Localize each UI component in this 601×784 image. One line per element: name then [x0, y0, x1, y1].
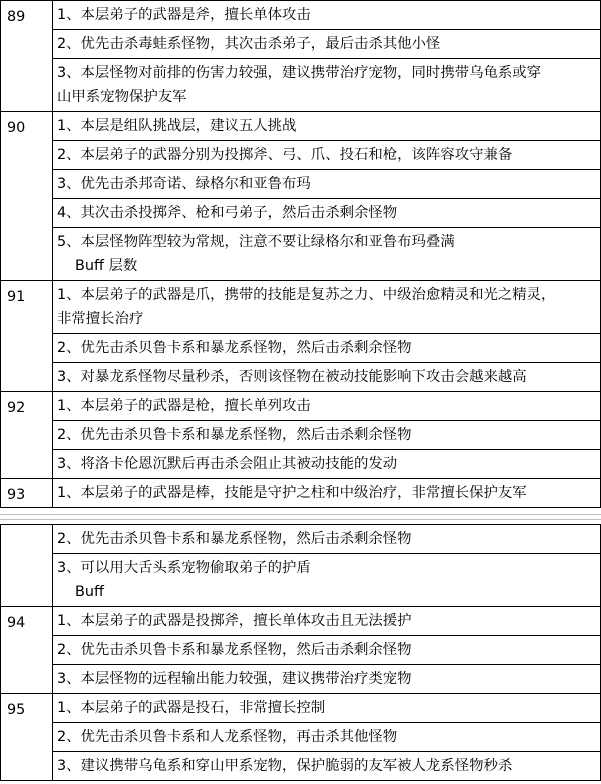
table-row — [1, 694, 601, 723]
table-row — [1, 199, 601, 228]
tip-cell — [53, 363, 601, 392]
table-row — [1, 607, 601, 636]
level-number: 90 — [1, 112, 53, 281]
tip-cell — [53, 665, 601, 694]
tip-cell — [53, 607, 601, 636]
table-row — [1, 636, 601, 665]
tip-line: 1、本层弟子的武器是投石，非常擅长控制 — [57, 700, 326, 716]
tip-cell — [53, 281, 601, 334]
tip-line: 2、优先击杀贝鲁卡系和暴龙系怪物，然后击杀剩余怪物 — [57, 642, 412, 658]
tip-line: 3、建议携带乌龟系和穿山甲系宠物，保护脆弱的友军被人龙系怪物秒杀 — [57, 758, 513, 774]
tip-cell — [53, 59, 601, 112]
tip-cell — [53, 450, 601, 479]
table-row — [1, 421, 601, 450]
tip-cell — [53, 392, 601, 421]
tip-line: 5、本层怪物阵型较为常规，注意不要让绿格尔和亚鲁布玛叠满 — [57, 234, 455, 250]
table-row — [1, 228, 601, 281]
tip-cell — [53, 525, 601, 554]
tip-line: 2、优先击杀贝鲁卡系和暴龙系怪物，然后击杀剩余怪物 — [57, 340, 412, 356]
tip-line: 2、优先击杀贝鲁卡系和暴龙系怪物，然后击杀剩余怪物 — [57, 427, 412, 443]
table-row — [1, 450, 601, 479]
level-number: 91 — [1, 281, 53, 392]
table-row — [1, 170, 601, 199]
tip-line: 2、优先击杀贝鲁卡系和人龙系怪物，再击杀其他怪物 — [57, 729, 398, 745]
table-row — [1, 479, 601, 508]
tip-line: 3、将洛卡伦恩沉默后再击杀会阻止其被动技能的发动 — [57, 456, 398, 472]
strategy-table-part-2 — [0, 524, 601, 781]
tip-cell — [53, 723, 601, 752]
tip-cell — [53, 199, 601, 228]
tip-cell — [53, 479, 601, 508]
tip-cell — [53, 112, 601, 141]
tip-line: 4、其次击杀投掷斧、枪和弓弟子，然后击杀剩余怪物 — [57, 205, 398, 221]
level-number: 95 — [1, 694, 53, 781]
level-number: 94 — [1, 607, 53, 694]
table-row — [1, 30, 601, 59]
tip-line: 2、优先击杀毒蛙系怪物，其次击杀弟子，最后击杀其他小怪 — [57, 36, 441, 52]
tip-cell — [53, 334, 601, 363]
table-row — [1, 141, 601, 170]
tip-cell — [53, 141, 601, 170]
tip-line: 3、本层怪物的远程输出能力较强，建议携带治疗类宠物 — [57, 671, 412, 687]
tip-line: 1、本层弟子的武器是斧，擅长单体攻击 — [57, 7, 311, 23]
tip-cell — [53, 752, 601, 781]
tip-line: 山甲系宠物保护友军 — [57, 89, 187, 105]
table-row — [1, 1, 601, 30]
tip-line: 2、本层弟子的武器分别为投掷斧、弓、爪、投石和枪，该阵容攻守兼备 — [57, 147, 513, 163]
table-row — [1, 334, 601, 363]
table-row — [1, 392, 601, 421]
tip-line: 1、本层弟子的武器是爪，携带的技能是复苏之力、中级治愈精灵和光之精灵， — [57, 287, 556, 303]
table-row — [1, 281, 601, 334]
tip-cell — [53, 30, 601, 59]
tip-cell — [53, 228, 601, 281]
tip-cell — [53, 421, 601, 450]
table-row — [1, 554, 601, 607]
table-row — [1, 525, 601, 554]
level-number — [1, 525, 53, 607]
table-row — [1, 363, 601, 392]
tip-line: 3、优先击杀邦奇诺、绿格尔和亚鲁布玛 — [57, 176, 311, 192]
tip-cell — [53, 1, 601, 30]
level-number: 89 — [1, 1, 53, 112]
tip-line: 1、本层弟子的武器是棒，技能是守护之柱和中级治疗，非常擅长保护友军 — [57, 485, 527, 501]
tip-line: 1、本层弟子的武器是投掷斧，擅长单体攻击且无法援护 — [57, 613, 412, 629]
tip-line: 1、本层弟子的武器是枪，擅长单列攻击 — [57, 398, 311, 414]
tip-line: 非常擅长治疗 — [57, 311, 144, 327]
tip-line: Buff 层数 — [75, 258, 138, 274]
tip-cell — [53, 694, 601, 723]
tip-line: 3、本层怪物对前排的伤害力较强，建议携带治疗宠物，同时携带乌龟系或穿 — [57, 65, 542, 81]
level-number: 92 — [1, 392, 53, 479]
tip-line: 2、优先击杀贝鲁卡系和暴龙系怪物，然后击杀剩余怪物 — [57, 531, 412, 547]
table-row — [1, 665, 601, 694]
tip-cell — [53, 170, 601, 199]
page-break-line-bottom — [0, 519, 601, 520]
page-break — [0, 511, 601, 524]
table-row — [1, 59, 601, 112]
page-break-line-top — [0, 514, 601, 515]
tip-line: Buff — [75, 584, 104, 600]
level-number: 93 — [1, 479, 53, 508]
tip-line: 3、可以用大舌头系宠物偷取弟子的护盾 — [57, 560, 311, 576]
table-row — [1, 112, 601, 141]
tip-line: 1、本层是组队挑战层，建议五人挑战 — [57, 118, 297, 134]
table-row — [1, 752, 601, 781]
tip-cell — [53, 554, 601, 607]
table-row — [1, 723, 601, 752]
tip-cell — [53, 636, 601, 665]
tip-line: 3、对暴龙系怪物尽量秒杀，否则该怪物在被动技能影响下攻击会越来越高 — [57, 369, 527, 385]
